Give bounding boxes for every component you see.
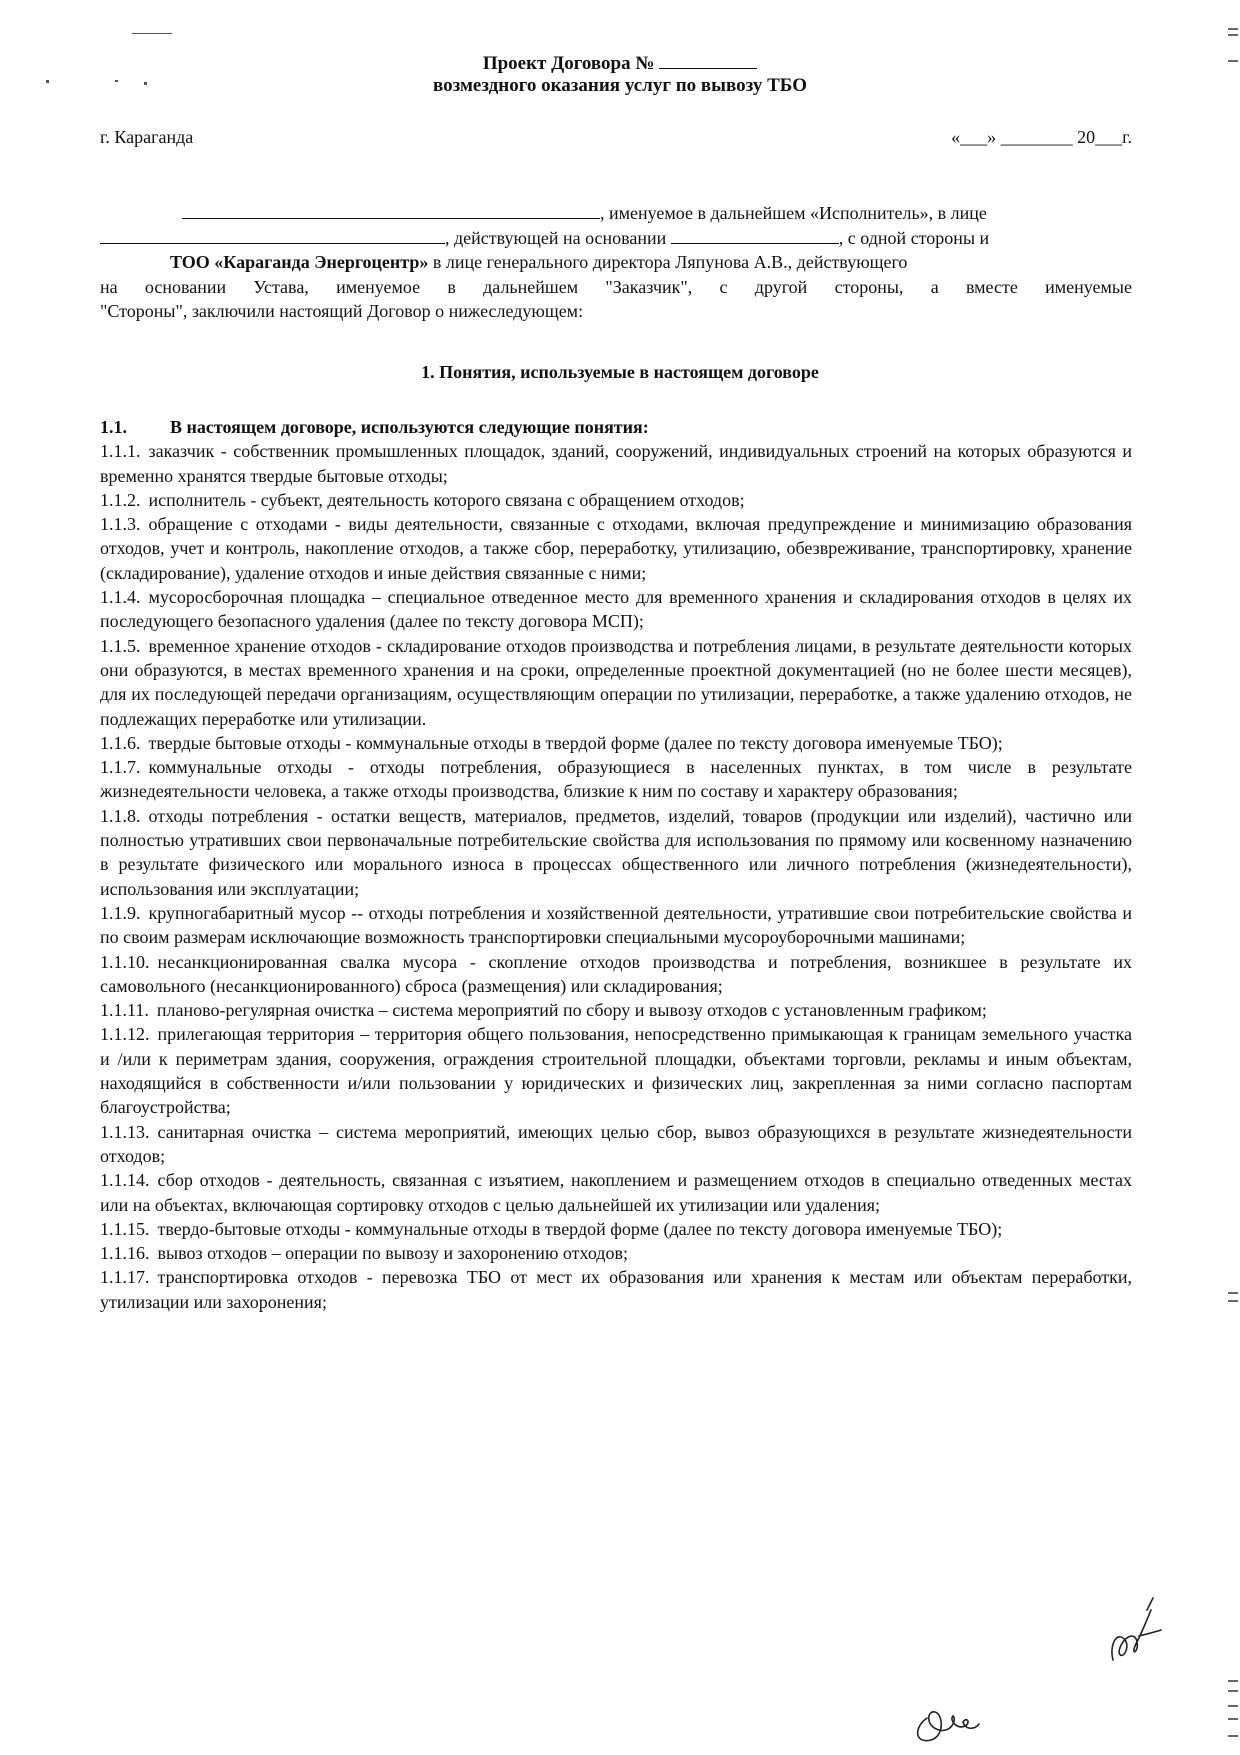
scan-mark [1228, 1292, 1238, 1294]
scan-mark [1228, 1705, 1238, 1707]
definitions-lead [100, 415, 1132, 439]
customer-name: ТОО «Караганда Энергоцентр» [170, 252, 429, 272]
definition-item [100, 731, 1132, 755]
definition-number: 1.1.8. [100, 805, 141, 826]
definitions-list [100, 415, 1132, 1314]
definition-text: несанкционированная свалка мусора - скопление отходов производства и потребления, возникшее в результате их самовольного (несанкционированного) сброса (размещения) или складирования; [100, 951, 1132, 996]
definition-number: 1.1.2. [100, 489, 141, 510]
definition-text: вывоз отходов – операции по вывозу и захоронению отходов; [157, 1243, 628, 1264]
scan-mark [115, 80, 118, 82]
definition-text: крупногабаритный мусор -- отходы потребления и хозяйственной деятельности, утратившие свои потребительские свойства и по своим размерам исключающие возможность транспортировки специальными мусороуборочными машинами; [100, 902, 1132, 948]
lead-text: В настоящем договоре, используются следующие понятия: [170, 417, 649, 437]
executor-representative-blank [100, 227, 445, 244]
section-1-heading: 1. Понятия, используемые в настоящем договоре [421, 362, 819, 382]
definition-item [100, 1120, 1132, 1169]
contract-title [0, 52, 1240, 75]
definition-text: санитарная очистка – система мероприятий, имеющих целью сбор, вывоз образующихся в результате жизнедеятельности отходов; [100, 1121, 1132, 1166]
scan-mark [1228, 1735, 1238, 1737]
definition-item [100, 950, 1132, 999]
definition-number: 1.1.14. [100, 1170, 150, 1191]
definition-number: 1.1.1. [100, 441, 141, 462]
definition-number: 1.1.10. [100, 951, 150, 972]
definition-text: планово-регулярная очистка – система мероприятий по сбору и вывозу отходов с установленным графиком; [156, 1000, 987, 1021]
definition-number: 1.1.4. [100, 587, 141, 608]
definition-item [100, 1241, 1132, 1265]
scan-mark [1228, 1718, 1238, 1720]
definition-text: заказчик - собственник промышленных площадок, зданий, сооружений, индивидуальных строений на которых образуются и временно хранятся твердые бытовые отходы; [100, 441, 1132, 486]
parties-line-2 [100, 226, 1132, 251]
definition-text: коммунальные отходы - отходы потребления, образующиеся в населенных пунктах, в том числе в результате жизнедеятельности человека, а также отходы производства, близкие к ним по составу и характеру образования; [100, 757, 1132, 802]
parties-line-1 [100, 201, 1132, 226]
definition-text: твердые бытовые отходы - коммунальные отходы в твердой форме (далее по тексту договора именуемые ТБО); [148, 732, 1003, 753]
definition-number: 1.1.11. [100, 1000, 149, 1021]
definition-number: 1.1.16. [100, 1243, 150, 1264]
definition-number: 1.1.6. [100, 732, 141, 753]
definition-number: 1.1.13. [100, 1121, 150, 1142]
definition-item [100, 1265, 1132, 1314]
scan-mark [1228, 1300, 1238, 1302]
definition-text: сбор отходов - деятельность, связанная с изъятием, накоплением и размещением отходов в специально отведенных местах или на объектах, включающая сортировку отходов с целью дальнейшей их утилизации или удаления; [100, 1170, 1132, 1215]
definition-item [100, 439, 1132, 488]
definition-number: 1.1.9. [100, 902, 141, 923]
definition-text: транспортировка отходов - перевозка ТБО от мест их образования или хранения к местам или объектам переработки, утилизации или захоронения; [100, 1267, 1132, 1312]
scan-mark [1228, 34, 1238, 36]
definition-text: временное хранение отходов - складирование отходов производства и потребления лицами, в результате деятельности которых они образуются, в местах временного хранения и на сроки, определенные проектной документацией (но не более шести месяцев), для их последующей передачи организациям, осуществляющим операции по утилизации, переработке, а также удалению отходов, не подлежащих переработке или утилизации. [100, 635, 1132, 729]
scan-mark [1228, 1690, 1238, 1692]
definition-item [100, 1217, 1132, 1241]
scan-mark [46, 80, 49, 83]
definition-number: 1.1.15. [100, 1218, 150, 1239]
definition-text: твердо-бытовые отходы - коммунальные отходы в твердой форме (далее по тексту договора именуемые ТБО); [157, 1218, 1003, 1239]
definition-item [100, 488, 1132, 512]
executor-name-blank [182, 202, 600, 219]
scan-mark [132, 33, 172, 34]
parties-line-3-text: в лице генерального директора Ляпунова А.В., действующего [428, 252, 908, 272]
definition-item [100, 804, 1132, 901]
definition-number: 1.1.3. [100, 514, 141, 535]
signature-right-icon [1095, 1590, 1175, 1680]
executor-basis-blank [671, 227, 839, 244]
parties-line-2a-text: , действующей на основании [445, 227, 667, 248]
city: г. Караганда [100, 127, 194, 147]
definition-number: 1.1.12. [100, 1024, 150, 1045]
definition-item [100, 998, 1132, 1022]
contract-title-text: Проект Договора № [482, 53, 655, 74]
definition-text: отходы потребления - остатки веществ, материалов, предметов, изделий, товаров (продукции или изделий), частично или полностью утративших свои первоначальные потребительские свойства для использования по прямому или косвенному назначению в результате физического или морального износа в процессах общественного или личного потребления (жизнедеятельности), использования или эксплуатации; [100, 805, 1132, 899]
definition-number: 1.1.17. [100, 1267, 150, 1288]
scan-mark [1228, 1680, 1238, 1682]
definition-text: прилегающая территория – территория общего пользования, непосредственно примыкающая к границам земельного участка и /или к периметрам здания, сооружения, ограждения строительной площадки, объектами торговли, рекламы и иным объектам, находящийся в собственности и/или пользовании у юридических и физических лиц, закрепленная за ними согласно паспортам благоустройства; [100, 1024, 1132, 1118]
contract-subtitle: возмездного оказания услуг по вывозу ТБО [432, 75, 808, 96]
parties-line-1-text: , именуемое в дальнейшем «Исполнитель», в лице [600, 203, 987, 223]
date-line: «___» ________ 20___г. [951, 127, 1132, 147]
parties-paragraph [100, 201, 1132, 324]
scan-mark [1228, 60, 1238, 62]
contract-number-blank [659, 52, 757, 69]
definition-item [100, 512, 1132, 585]
definition-item [100, 585, 1132, 634]
parties-line-2b-text: , с одной стороны и [838, 227, 990, 248]
definition-text: исполнитель - субъект, деятельность которого связана с обращением отходов; [148, 489, 745, 510]
definition-item [100, 901, 1132, 950]
definition-item [100, 1022, 1132, 1119]
lead-number: 1.1. [100, 417, 127, 437]
definition-item [100, 755, 1132, 804]
definition-text: мусоросборочная площадка – специальное отведенное место для временного хранения и складирования отходов в целях их последующего безопасного удаления (далее по тексту договора МСП); [100, 587, 1132, 632]
definition-number: 1.1.5. [100, 635, 141, 656]
parties-line-3 [100, 250, 1132, 275]
scan-mark [1228, 28, 1238, 30]
definition-item [100, 1168, 1132, 1217]
scan-mark [144, 82, 147, 85]
parties-line-4: на основании Устава, именуемое в дальнейшем "Заказчик", с другой стороны, а вместе именуемые [100, 276, 1132, 297]
parties-line-5: "Стороны", заключили настоящий Договор о нижеследующем: [100, 301, 584, 321]
definition-item [100, 634, 1132, 731]
definition-number: 1.1.7. [100, 757, 141, 778]
definition-text: обращение с отходами - виды деятельности, связанные с отходами, включая предупреждение и минимизацию образования отходов, учет и контроль, накопление отходов, а также сбор, переработку, утилизацию, обезвреживание, транспортировку, хранение (складирование), удаление отходов и иные действия связанные с ними; [100, 514, 1132, 583]
